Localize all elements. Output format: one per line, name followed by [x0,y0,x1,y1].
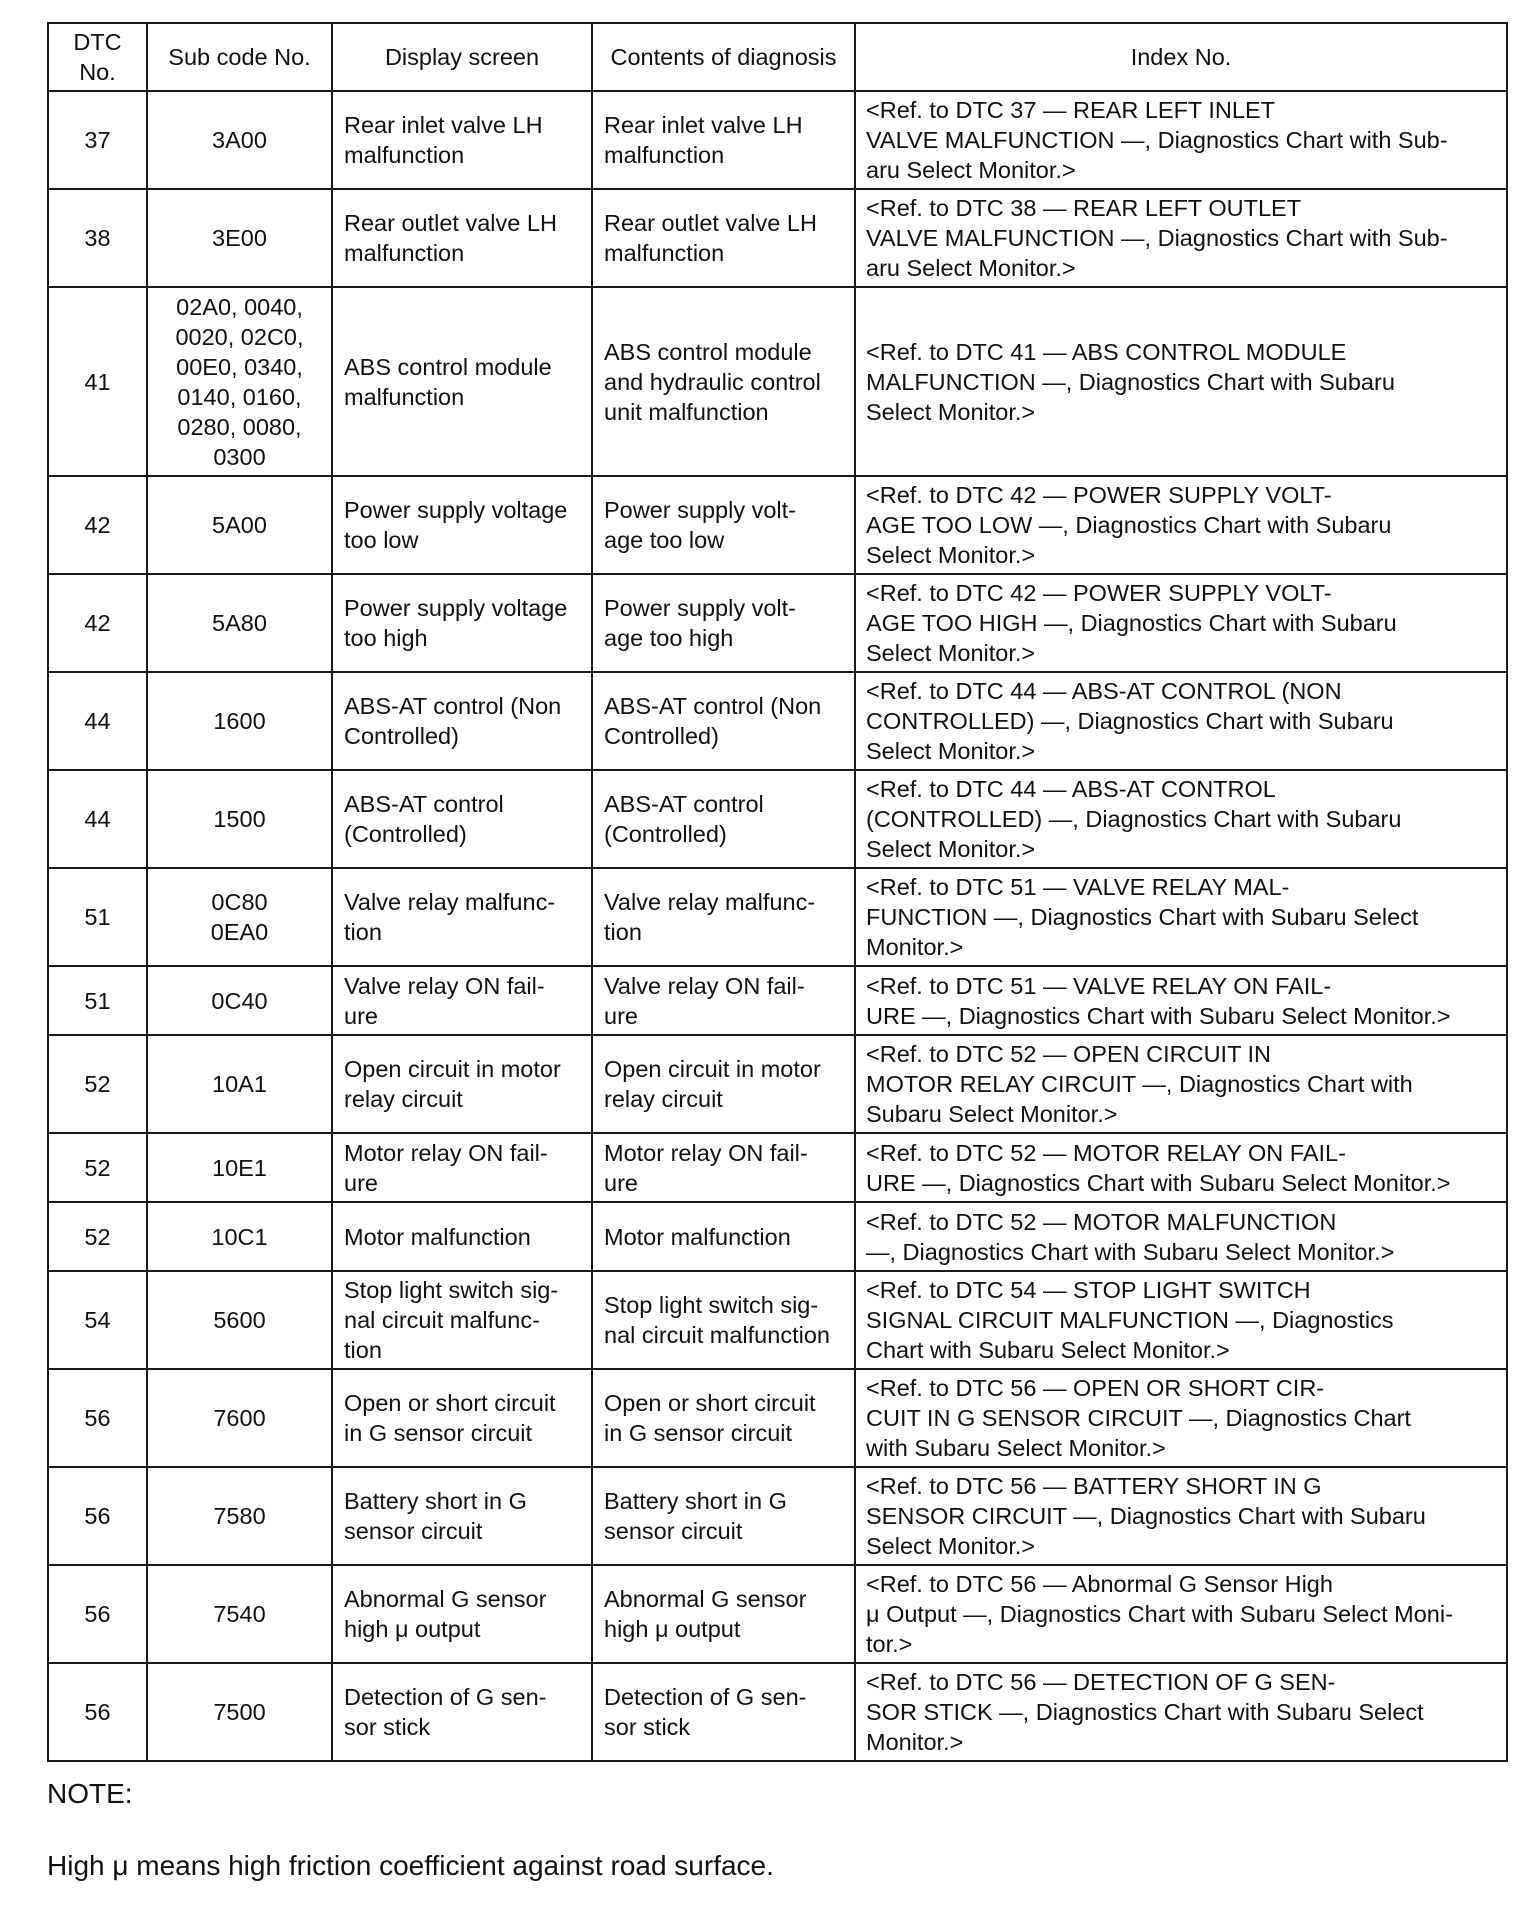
display-screen-cell [332,1035,592,1133]
sub-code-cell-text: 7600 [213,1405,266,1431]
index-reference-cell-text: <Ref. to DTC 41 — ABS CONTROL MODULE MALFUNCTION —, Diagnostics Chart with Subaru Select Monitor.> [866,338,1395,425]
index-reference-cell-text: <Ref. to DTC 42 — POWER SUPPLY VOLT- AGE TOO LOW —, Diagnostics Chart with Subaru Select Monitor.> [866,482,1392,568]
contents-of-diagnosis-cell [592,476,855,574]
table-row [48,1369,1507,1467]
index-reference-cell-text: <Ref. to DTC 38 — REAR LEFT OUTLET VALVE MALFUNCTION —, Diagnostics Chart with Sub- aru Select Monitor.> [866,195,1448,281]
display-screen-cell-text: ABS control module malfunction [344,353,552,410]
sub-code-cell [147,1271,332,1369]
sub-code-cell [147,476,332,574]
table-row [48,1271,1507,1369]
contents-of-diagnosis-cell-text: Valve relay malfunc- tion [604,889,816,945]
contents-of-diagnosis-cell [592,1369,855,1467]
dtc-number-cell [48,189,147,287]
contents-of-diagnosis-cell-text: Open or short circuit in G sensor circuit [604,1390,816,1446]
index-reference-cell-text: <Ref. to DTC 56 — Abnormal G Sensor High μ Output —, Diagnostics Chart with Subaru Select Moni- tor.> [866,1571,1453,1657]
sub-code-cell-text: 7580 [213,1503,266,1529]
index-reference-cell-text: <Ref. to DTC 52 — MOTOR RELAY ON FAIL- URE —, Diagnostics Chart with Subaru Select Monitor.> [866,1139,1451,1196]
contents-of-diagnosis-cell [592,574,855,672]
index-reference-cell-text: <Ref. to DTC 44 — ABS-AT CONTROL (NON CONTROLLED) —, Diagnostics Chart with Subaru Select Monitor.> [866,678,1394,764]
index-reference-cell-text: <Ref. to DTC 56 — DETECTION OF G SEN- SOR STICK —, Diagnostics Chart with Subaru Select Monitor.> [866,1669,1424,1755]
index-reference-cell [855,1035,1507,1133]
contents-of-diagnosis-cell [592,770,855,868]
contents-of-diagnosis-cell-text: Abnormal G sensor high μ output [604,1586,807,1642]
display-screen-cell [332,770,592,868]
display-screen-cell-text: Open or short circuit in G sensor circuit [344,1390,556,1446]
sub-code-cell-text: 7500 [213,1699,266,1725]
sub-code-cell [147,770,332,868]
note-block [47,1740,774,1920]
index-reference-cell-text: <Ref. to DTC 51 — VALVE RELAY MAL- FUNCTION —, Diagnostics Chart with Subaru Select Monitor.> [866,874,1419,960]
sub-code-cell [147,189,332,287]
dtc-number-cell-text: 44 [84,806,111,832]
header-index-no: Index No. [855,23,1507,91]
dtc-number-cell [48,1133,147,1202]
sub-code-cell [147,287,332,476]
table-row [48,574,1507,672]
display-screen-cell [332,1202,592,1271]
dtc-number-cell-text: 42 [84,512,111,538]
index-reference-cell [855,672,1507,770]
contents-of-diagnosis-cell [592,1202,855,1271]
note-label: NOTE: [47,1778,133,1809]
contents-of-diagnosis-cell [592,868,855,966]
dtc-number-cell-text: 51 [84,904,111,930]
dtc-number-cell-text: 52 [84,1154,111,1181]
sub-code-cell-text: 10E1 [212,1154,267,1181]
contents-of-diagnosis-cell-text: Valve relay ON fail- ure [604,972,805,1029]
dtc-number-cell [48,966,147,1035]
table-row [48,287,1507,476]
index-reference-cell [855,1467,1507,1565]
sub-code-cell [147,1035,332,1133]
display-screen-cell [332,574,592,672]
sub-code-cell-text: 0C40 [211,987,268,1014]
index-reference-cell [855,1369,1507,1467]
contents-of-diagnosis-cell-text: ABS-AT control (Controlled) [604,791,764,847]
table-body [48,91,1507,1761]
index-reference-cell-text: <Ref. to DTC 56 — BATTERY SHORT IN G SENSOR CIRCUIT —, Diagnostics Chart with Subaru Select Monitor.> [866,1473,1426,1559]
display-screen-cell [332,1467,592,1565]
sub-code-cell [147,966,332,1035]
index-reference-cell [855,770,1507,868]
display-screen-cell-text: Rear inlet valve LH malfunction [344,112,543,168]
contents-of-diagnosis-cell [592,672,855,770]
contents-of-diagnosis-cell-text: Battery short in G sensor circuit [604,1488,787,1544]
contents-of-diagnosis-cell-text: Motor relay ON fail- ure [604,1139,808,1196]
display-screen-cell-text: Valve relay malfunc- tion [344,889,556,945]
sub-code-cell-text: 3A00 [212,127,267,153]
header-contents-of-diagnosis: Contents of diagnosis [592,23,855,91]
index-reference-cell [855,868,1507,966]
display-screen-cell [332,1369,592,1467]
sub-code-cell-text: 5A80 [212,610,267,636]
dtc-number-cell [48,1369,147,1467]
display-screen-cell [332,91,592,189]
table-row [48,770,1507,868]
dtc-table [47,22,1508,1762]
sub-code-cell [147,868,332,966]
sub-code-cell [147,1202,332,1271]
index-reference-cell-text: <Ref. to DTC 42 — POWER SUPPLY VOLT- AGE TOO HIGH —, Diagnostics Chart with Subaru Select Monitor.> [866,580,1397,666]
table-row [48,91,1507,189]
header-sub-code: Sub code No. [147,23,332,91]
dtc-table-container [47,22,1506,1762]
contents-of-diagnosis-cell [592,1133,855,1202]
index-reference-cell [855,91,1507,189]
index-reference-cell-text: <Ref. to DTC 44 — ABS-AT CONTROL (CONTROLLED) —, Diagnostics Chart with Subaru Select Monitor.> [866,776,1402,862]
contents-of-diagnosis-cell [592,966,855,1035]
index-reference-cell [855,476,1507,574]
index-reference-cell [855,1271,1507,1369]
index-reference-cell [855,1565,1507,1663]
display-screen-cell-text: Power supply voltage too low [344,497,568,553]
index-reference-cell [855,1133,1507,1202]
contents-of-diagnosis-cell-text: Detection of G sen- sor stick [604,1684,807,1740]
sub-code-cell [147,574,332,672]
index-reference-cell [855,966,1507,1035]
contents-of-diagnosis-cell [592,189,855,287]
contents-of-diagnosis-cell-text: Power supply volt- age too high [604,595,796,651]
display-screen-cell [332,868,592,966]
index-reference-cell [855,1663,1507,1761]
contents-of-diagnosis-cell [592,91,855,189]
note-text: High μ means high friction coefficient against road surface. [47,1850,774,1881]
contents-of-diagnosis-cell [592,1565,855,1663]
contents-of-diagnosis-cell [592,1035,855,1133]
index-reference-cell-text: <Ref. to DTC 52 — OPEN CIRCUIT IN MOTOR RELAY CIRCUIT —, Diagnostics Chart with Subaru Select Monitor.> [866,1041,1413,1127]
contents-of-diagnosis-cell [592,1467,855,1565]
display-screen-cell-text: Battery short in G sensor circuit [344,1488,527,1544]
dtc-number-cell-text: 42 [84,610,111,636]
dtc-number-cell-text: 56 [84,1601,111,1627]
sub-code-cell-text: 5600 [213,1307,266,1333]
dtc-number-cell-text: 52 [84,1071,111,1097]
index-reference-cell-text: <Ref. to DTC 51 — VALVE RELAY ON FAIL- URE —, Diagnostics Chart with Subaru Select Monitor.> [866,972,1451,1029]
contents-of-diagnosis-cell-text: ABS control module and hydraulic control unit malfunction [604,338,821,425]
display-screen-cell [332,672,592,770]
table-row [48,966,1507,1035]
display-screen-cell-text: ABS-AT control (Non Controlled) [344,693,562,749]
dtc-number-cell-text: 56 [84,1699,111,1725]
contents-of-diagnosis-cell-text: Rear inlet valve LH malfunction [604,112,803,168]
contents-of-diagnosis-cell-text: Open circuit in motor relay circuit [604,1056,821,1112]
display-screen-cell-text: Motor relay ON fail- ure [344,1139,548,1196]
display-screen-cell [332,189,592,287]
table-row [48,1467,1507,1565]
sub-code-cell [147,1369,332,1467]
table-row [48,1133,1507,1202]
table-header-row [48,23,1507,91]
display-screen-cell-text: ABS-AT control (Controlled) [344,791,504,847]
table-row [48,189,1507,287]
dtc-number-cell [48,1035,147,1133]
dtc-number-cell-text: 37 [84,127,111,153]
sub-code-cell [147,1467,332,1565]
dtc-number-cell [48,868,147,966]
dtc-number-cell [48,91,147,189]
header-dtc-no: DTC No. [48,23,147,91]
contents-of-diagnosis-cell [592,1271,855,1369]
sub-code-cell-text: 3E00 [212,225,267,251]
table-row [48,672,1507,770]
table-row [48,868,1507,966]
display-screen-cell [332,966,592,1035]
sub-code-cell-text: 1500 [213,806,266,832]
contents-of-diagnosis-cell-text: Stop light switch sig- nal circuit malfunction [604,1292,830,1348]
sub-code-cell [147,1133,332,1202]
sub-code-cell-text: 10C1 [211,1223,268,1250]
index-reference-cell [855,1202,1507,1271]
dtc-number-cell [48,476,147,574]
table-row [48,1565,1507,1663]
sub-code-cell [147,672,332,770]
dtc-number-cell-text: 38 [84,225,111,251]
display-screen-cell [332,1565,592,1663]
display-screen-cell-text: Valve relay ON fail- ure [344,972,545,1029]
dtc-number-cell [48,1202,147,1271]
display-screen-cell [332,476,592,574]
sub-code-cell-text: 02A0, 0040, 0020, 02C0, 00E0, 0340, 0140, 0160, 0280, 0080, 0300 [175,293,304,470]
dtc-number-cell [48,1467,147,1565]
dtc-number-cell [48,672,147,770]
index-reference-cell [855,189,1507,287]
index-reference-cell [855,287,1507,476]
sub-code-cell-text: 0C80 0EA0 [210,889,269,945]
table-row [48,1202,1507,1271]
index-reference-cell-text: <Ref. to DTC 52 — MOTOR MALFUNCTION —, Diagnostics Chart with Subaru Select Monitor.> [866,1208,1395,1265]
dtc-number-cell [48,1271,147,1369]
display-screen-cell-text: Motor malfunction [344,1223,531,1250]
sub-code-cell-text: 5A00 [212,512,267,538]
index-reference-cell-text: <Ref. to DTC 37 — REAR LEFT INLET VALVE MALFUNCTION —, Diagnostics Chart with Sub- aru Select Monitor.> [866,97,1448,183]
display-screen-cell [332,1271,592,1369]
display-screen-cell [332,1133,592,1202]
dtc-number-cell-text: 56 [84,1503,111,1529]
dtc-number-cell [48,1565,147,1663]
contents-of-diagnosis-cell-text: ABS-AT control (Non Controlled) [604,693,822,749]
display-screen-cell-text: Abnormal G sensor high μ output [344,1586,547,1642]
contents-of-diagnosis-cell-text: Power supply volt- age too low [604,497,796,553]
dtc-number-cell-text: 51 [84,987,111,1014]
header-display-screen: Display screen [332,23,592,91]
dtc-number-cell [48,770,147,868]
sub-code-cell-text: 1600 [213,708,266,734]
display-screen-cell-text: Detection of G sen- sor stick [344,1684,547,1740]
dtc-number-cell [48,574,147,672]
sub-code-cell-text: 7540 [213,1601,266,1627]
sub-code-cell [147,1565,332,1663]
index-reference-cell-text: <Ref. to DTC 54 — STOP LIGHT SWITCH SIGNAL CIRCUIT MALFUNCTION —, Diagnostics Chart with Subaru Select Monitor.> [866,1277,1394,1363]
contents-of-diagnosis-cell-text: Motor malfunction [604,1223,791,1250]
table-row [48,1035,1507,1133]
display-screen-cell [332,287,592,476]
dtc-number-cell [48,287,147,476]
dtc-number-cell-text: 52 [84,1223,111,1250]
table-row [48,476,1507,574]
display-screen-cell-text: Open circuit in motor relay circuit [344,1056,561,1112]
dtc-number-cell-text: 44 [84,708,111,734]
contents-of-diagnosis-cell-text: Rear outlet valve LH malfunction [604,210,817,266]
dtc-number-cell-text: 41 [84,368,111,395]
dtc-number-cell-text: 56 [84,1405,111,1431]
index-reference-cell-text: <Ref. to DTC 56 — OPEN OR SHORT CIR- CUIT IN G SENSOR CIRCUIT —, Diagnostics Chart with Subaru Select Monitor.> [866,1375,1411,1461]
index-reference-cell [855,574,1507,672]
display-screen-cell-text: Power supply voltage too high [344,595,568,651]
display-screen-cell-text: Stop light switch sig- nal circuit malfunc- tion [344,1277,559,1363]
sub-code-cell [147,91,332,189]
contents-of-diagnosis-cell [592,287,855,476]
sub-code-cell-text: 10A1 [212,1071,267,1097]
dtc-number-cell-text: 54 [84,1307,111,1333]
display-screen-cell-text: Rear outlet valve LH malfunction [344,210,557,266]
